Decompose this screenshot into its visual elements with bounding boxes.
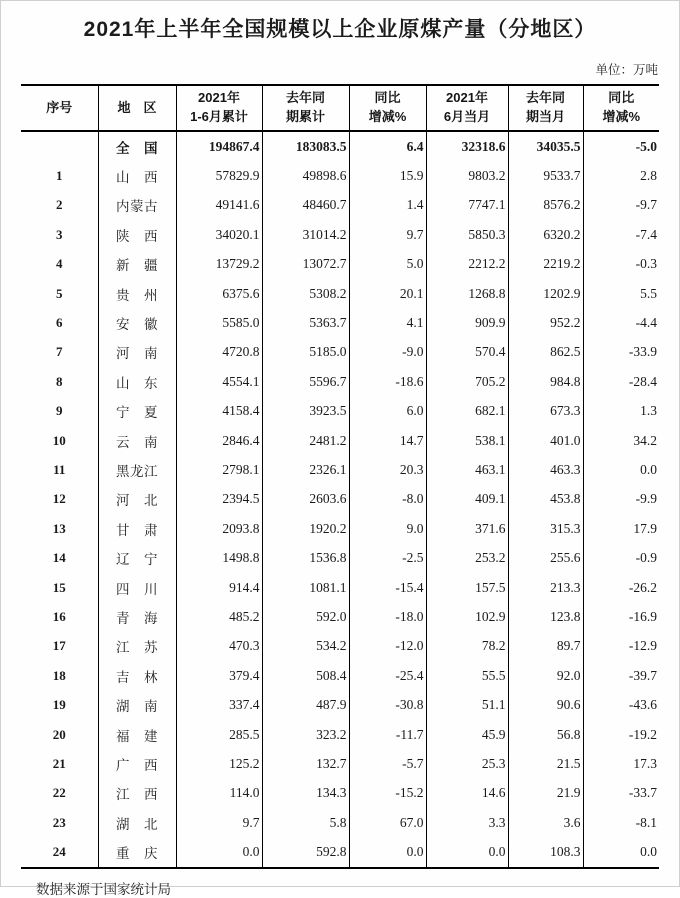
cell-value-cum2021: 125.2 xyxy=(176,749,262,778)
cell-value-yoyCum: -15.4 xyxy=(349,573,426,602)
cell-value-junPrev: 21.9 xyxy=(508,779,583,808)
cell-value-yoyJun: 17.3 xyxy=(583,749,659,778)
cell-serial-number: 4 xyxy=(56,256,63,272)
column-header-line: 6月当月 xyxy=(443,109,491,124)
column-header-yoyCum xyxy=(349,85,426,131)
cell-value-cumPrev: 48460.7 xyxy=(262,191,349,220)
cell-value-yoyJun: -9.7 xyxy=(583,191,659,220)
cell-value-cum2021: 0.0 xyxy=(176,837,262,867)
cell-value-cumPrev: 592.8 xyxy=(262,837,349,867)
table-row xyxy=(21,397,659,426)
cell-region-name: 青 海 xyxy=(98,602,176,631)
cell-serial-number: 13 xyxy=(52,520,66,536)
cell-region-name: 陕 西 xyxy=(98,220,176,249)
cell-value-junPrev: 3.6 xyxy=(508,808,583,837)
cell-value-cum2021: 57829.9 xyxy=(176,161,262,190)
cell-value-cumPrev: 534.2 xyxy=(262,632,349,661)
table-row xyxy=(21,837,659,867)
cell-value-cumPrev: 2603.6 xyxy=(262,485,349,514)
cell-serial-number: 12 xyxy=(52,491,66,507)
cell-value-yoyCum: -8.0 xyxy=(349,485,426,514)
cell-region-name: 辽 宁 xyxy=(98,543,176,572)
cell-value-cumPrev: 592.0 xyxy=(262,602,349,631)
table-row xyxy=(21,661,659,690)
table-header-row xyxy=(21,85,659,131)
cell-serial-number: 16 xyxy=(52,608,66,624)
cell-value-yoyJun: -9.9 xyxy=(583,485,659,514)
cell-value-junPrev: 2219.2 xyxy=(508,250,583,279)
cell-value-yoyCum: -30.8 xyxy=(349,690,426,719)
cell-value-jun2021: 1268.8 xyxy=(426,279,508,308)
cell-value-yoyCum: 67.0 xyxy=(349,808,426,837)
cell-region-name: 宁 夏 xyxy=(98,397,176,426)
cell-value-jun2021: 5850.3 xyxy=(426,220,508,249)
cell-region-name: 新 疆 xyxy=(98,250,176,279)
cell-value-jun2021: 253.2 xyxy=(426,543,508,572)
cell-value-cumPrev: 1081.1 xyxy=(262,573,349,602)
cell-value-yoyCum: 6.0 xyxy=(349,397,426,426)
cell-serial-number: 21 xyxy=(52,755,66,771)
cell-value-junPrev: 862.5 xyxy=(508,338,583,367)
cell-value-cumPrev: 183083.5 xyxy=(262,131,349,161)
cell-value-jun2021: 102.9 xyxy=(426,602,508,631)
table-row xyxy=(21,749,659,778)
cell-serial-number: 23 xyxy=(52,814,66,830)
cell-value-cumPrev: 134.3 xyxy=(262,779,349,808)
table-row xyxy=(21,573,659,602)
source-note: 数据来源于国家统计局 xyxy=(36,881,171,897)
cell-value-junPrev: 673.3 xyxy=(508,397,583,426)
cell-region-name: 吉 林 xyxy=(98,661,176,690)
column-header-line: 增减% xyxy=(602,109,641,124)
cell-value-cum2021: 9.7 xyxy=(176,808,262,837)
cell-value-jun2021: 371.6 xyxy=(426,514,508,543)
cell-value-cumPrev: 323.2 xyxy=(262,720,349,749)
cell-region-name: 全 国 xyxy=(98,131,176,161)
table-row xyxy=(21,720,659,749)
cell-value-junPrev: 92.0 xyxy=(508,661,583,690)
cell-value-yoyCum: 15.9 xyxy=(349,161,426,190)
column-header-jun2021 xyxy=(426,85,508,131)
cell-value-cum2021: 914.4 xyxy=(176,573,262,602)
table-row xyxy=(21,338,659,367)
cell-value-cumPrev: 31014.2 xyxy=(262,220,349,249)
unit-note: 单位：万吨 xyxy=(595,63,658,77)
table-row xyxy=(21,779,659,808)
table-row xyxy=(21,367,659,396)
cell-value-yoyCum: 0.0 xyxy=(349,837,426,867)
cell-region-name: 河 北 xyxy=(98,485,176,514)
cell-value-yoyCum: -2.5 xyxy=(349,543,426,572)
cell-value-cum2021: 1498.8 xyxy=(176,543,262,572)
column-header-line: 期当月 xyxy=(525,109,565,124)
cell-value-yoyJun: 5.5 xyxy=(583,279,659,308)
cell-value-yoyCum: -11.7 xyxy=(349,720,426,749)
cell-value-junPrev: 213.3 xyxy=(508,573,583,602)
cell-value-jun2021: 78.2 xyxy=(426,632,508,661)
cell-value-junPrev: 401.0 xyxy=(508,426,583,455)
cell-value-yoyCum: 6.4 xyxy=(349,131,426,161)
table-row xyxy=(21,279,659,308)
cell-value-junPrev: 984.8 xyxy=(508,367,583,396)
cell-value-cumPrev: 49898.6 xyxy=(262,161,349,190)
cell-value-yoyCum: -18.0 xyxy=(349,602,426,631)
column-header-cum2021 xyxy=(176,85,262,131)
cell-value-jun2021: 409.1 xyxy=(426,485,508,514)
cell-value-junPrev: 463.3 xyxy=(508,455,583,484)
cell-value-yoyJun: 34.2 xyxy=(583,426,659,455)
cell-value-yoyCum: -18.6 xyxy=(349,367,426,396)
cell-serial-number: 17 xyxy=(52,638,66,654)
cell-value-yoyJun: -28.4 xyxy=(583,367,659,396)
cell-serial-number: 20 xyxy=(52,726,66,742)
cell-value-yoyJun: -43.6 xyxy=(583,690,659,719)
cell-value-yoyJun: -4.4 xyxy=(583,308,659,337)
table-row xyxy=(21,131,659,161)
cell-value-cumPrev: 5.8 xyxy=(262,808,349,837)
cell-value-junPrev: 21.5 xyxy=(508,749,583,778)
cell-value-jun2021: 45.9 xyxy=(426,720,508,749)
cell-region-name: 湖 北 xyxy=(98,808,176,837)
column-header-no xyxy=(21,85,98,131)
column-header-region xyxy=(98,85,176,131)
cell-value-jun2021: 157.5 xyxy=(426,573,508,602)
cell-value-junPrev: 56.8 xyxy=(508,720,583,749)
column-header-line: 2021年 xyxy=(198,90,240,106)
cell-value-yoyCum: 5.0 xyxy=(349,250,426,279)
cell-region-name: 江 苏 xyxy=(98,632,176,661)
cell-value-yoyJun: -5.0 xyxy=(583,131,659,161)
column-header-cumPrev xyxy=(262,85,349,131)
cell-value-yoyJun: 0.0 xyxy=(583,455,659,484)
table-row xyxy=(21,808,659,837)
table-row xyxy=(21,426,659,455)
cell-value-cumPrev: 5596.7 xyxy=(262,367,349,396)
cell-value-junPrev: 108.3 xyxy=(508,837,583,867)
cell-value-cum2021: 285.5 xyxy=(176,720,262,749)
cell-value-yoyJun: -16.9 xyxy=(583,602,659,631)
cell-value-cum2021: 6375.6 xyxy=(176,279,262,308)
cell-value-yoyCum: 20.1 xyxy=(349,279,426,308)
cell-serial-number: 10 xyxy=(52,432,66,448)
cell-value-yoyJun: 0.0 xyxy=(583,837,659,867)
cell-region-name: 河 南 xyxy=(98,338,176,367)
cell-value-cum2021: 2846.4 xyxy=(176,426,262,455)
cell-value-cum2021: 13729.2 xyxy=(176,250,262,279)
cell-value-cum2021: 2093.8 xyxy=(176,514,262,543)
cell-value-cum2021: 4554.1 xyxy=(176,367,262,396)
column-header-line: 去年同 xyxy=(525,90,565,106)
cell-serial-number: 7 xyxy=(56,344,63,360)
cell-region-name: 云 南 xyxy=(98,426,176,455)
cell-region-name: 湖 南 xyxy=(98,690,176,719)
cell-region-name: 内蒙古 xyxy=(98,191,176,220)
cell-value-yoyJun: -26.2 xyxy=(583,573,659,602)
cell-region-name: 安 徽 xyxy=(98,308,176,337)
cell-value-cumPrev: 5185.0 xyxy=(262,338,349,367)
page-title: 2021年上半年全国规模以上企业原煤产量（分地区） xyxy=(83,18,597,41)
column-header-line: 期累计 xyxy=(285,109,325,124)
cell-value-yoyJun: 1.3 xyxy=(583,397,659,426)
cell-value-yoyJun: -8.1 xyxy=(583,808,659,837)
table-row xyxy=(21,690,659,719)
cell-value-cum2021: 2394.5 xyxy=(176,485,262,514)
cell-value-jun2021: 2212.2 xyxy=(426,250,508,279)
cell-value-junPrev: 255.6 xyxy=(508,543,583,572)
cell-region-name: 黑龙江 xyxy=(98,455,176,484)
table-row xyxy=(21,455,659,484)
cell-value-jun2021: 909.9 xyxy=(426,308,508,337)
table-body xyxy=(21,131,659,868)
cell-serial-number xyxy=(21,131,98,161)
cell-value-yoyJun: -0.9 xyxy=(583,543,659,572)
cell-value-yoyJun: -33.7 xyxy=(583,779,659,808)
cell-value-junPrev: 315.3 xyxy=(508,514,583,543)
cell-region-name: 贵 州 xyxy=(98,279,176,308)
cell-serial-number: 6 xyxy=(56,315,63,331)
cell-serial-number: 9 xyxy=(56,403,63,419)
cell-region-name: 重 庆 xyxy=(98,837,176,867)
cell-value-jun2021: 51.1 xyxy=(426,690,508,719)
cell-value-yoyJun: -0.3 xyxy=(583,250,659,279)
cell-value-yoyCum: -12.0 xyxy=(349,632,426,661)
cell-value-cumPrev: 508.4 xyxy=(262,661,349,690)
table-header xyxy=(21,85,659,131)
cell-value-cumPrev: 487.9 xyxy=(262,690,349,719)
cell-value-jun2021: 25.3 xyxy=(426,749,508,778)
cell-region-name: 山 东 xyxy=(98,367,176,396)
cell-value-jun2021: 32318.6 xyxy=(426,131,508,161)
column-header-line: 2021年 xyxy=(446,90,488,106)
cell-serial-number: 11 xyxy=(53,461,66,477)
cell-value-junPrev: 90.6 xyxy=(508,690,583,719)
cell-value-yoyCum: 20.3 xyxy=(349,455,426,484)
cell-value-cumPrev: 5308.2 xyxy=(262,279,349,308)
column-header-line: 地 区 xyxy=(117,99,157,115)
cell-region-name: 福 建 xyxy=(98,720,176,749)
cell-value-yoyJun: -12.9 xyxy=(583,632,659,661)
cell-value-yoyJun: -19.2 xyxy=(583,720,659,749)
cell-value-jun2021: 55.5 xyxy=(426,661,508,690)
cell-value-junPrev: 8576.2 xyxy=(508,191,583,220)
cell-value-jun2021: 682.1 xyxy=(426,397,508,426)
cell-value-cumPrev: 1536.8 xyxy=(262,543,349,572)
cell-value-yoyCum: 9.7 xyxy=(349,220,426,249)
cell-value-yoyCum: 1.4 xyxy=(349,191,426,220)
coal-production-table xyxy=(21,84,659,869)
cell-value-junPrev: 89.7 xyxy=(508,632,583,661)
cell-serial-number: 1 xyxy=(56,168,63,184)
table-row xyxy=(21,514,659,543)
cell-value-junPrev: 1202.9 xyxy=(508,279,583,308)
cell-value-yoyCum: -9.0 xyxy=(349,338,426,367)
table-row xyxy=(21,220,659,249)
cell-serial-number: 19 xyxy=(52,697,66,713)
table-row xyxy=(21,161,659,190)
table-row xyxy=(21,543,659,572)
cell-serial-number: 8 xyxy=(56,373,63,389)
cell-value-jun2021: 705.2 xyxy=(426,367,508,396)
cell-value-junPrev: 952.2 xyxy=(508,308,583,337)
cell-value-cum2021: 194867.4 xyxy=(176,131,262,161)
cell-value-junPrev: 6320.2 xyxy=(508,220,583,249)
cell-value-jun2021: 3.3 xyxy=(426,808,508,837)
cell-serial-number: 5 xyxy=(56,285,63,301)
cell-value-cum2021: 114.0 xyxy=(176,779,262,808)
cell-value-jun2021: 570.4 xyxy=(426,338,508,367)
cell-value-cumPrev: 2481.2 xyxy=(262,426,349,455)
cell-value-yoyCum: -15.2 xyxy=(349,779,426,808)
table-row xyxy=(21,485,659,514)
cell-value-jun2021: 538.1 xyxy=(426,426,508,455)
cell-value-cum2021: 2798.1 xyxy=(176,455,262,484)
cell-value-cumPrev: 3923.5 xyxy=(262,397,349,426)
cell-value-yoyJun: 17.9 xyxy=(583,514,659,543)
column-header-line: 增减% xyxy=(368,109,407,124)
column-header-yoyJun xyxy=(583,85,659,131)
table-row xyxy=(21,632,659,661)
column-header-line: 同比 xyxy=(608,90,635,106)
cell-value-jun2021: 0.0 xyxy=(426,837,508,867)
cell-value-cumPrev: 132.7 xyxy=(262,749,349,778)
cell-region-name: 广 西 xyxy=(98,749,176,778)
cell-value-junPrev: 9533.7 xyxy=(508,161,583,190)
cell-value-cumPrev: 5363.7 xyxy=(262,308,349,337)
cell-value-junPrev: 123.8 xyxy=(508,602,583,631)
cell-value-yoyCum: 4.1 xyxy=(349,308,426,337)
cell-serial-number: 18 xyxy=(52,667,66,683)
cell-serial-number: 14 xyxy=(52,550,66,566)
table-row xyxy=(21,308,659,337)
cell-value-jun2021: 14.6 xyxy=(426,779,508,808)
cell-value-cum2021: 5585.0 xyxy=(176,308,262,337)
cell-value-cum2021: 379.4 xyxy=(176,661,262,690)
cell-value-cumPrev: 2326.1 xyxy=(262,455,349,484)
cell-value-yoyCum: -25.4 xyxy=(349,661,426,690)
cell-value-junPrev: 453.8 xyxy=(508,485,583,514)
column-header-line: 同比 xyxy=(374,90,401,106)
cell-serial-number: 22 xyxy=(52,785,66,801)
cell-value-yoyJun: -7.4 xyxy=(583,220,659,249)
cell-region-name: 山 西 xyxy=(98,161,176,190)
table-row xyxy=(21,191,659,220)
cell-value-cum2021: 485.2 xyxy=(176,602,262,631)
cell-value-yoyCum: 14.7 xyxy=(349,426,426,455)
cell-serial-number: 3 xyxy=(56,226,63,242)
cell-region-name: 四 川 xyxy=(98,573,176,602)
cell-value-cum2021: 337.4 xyxy=(176,690,262,719)
cell-serial-number: 2 xyxy=(56,197,63,213)
cell-value-yoyJun: -33.9 xyxy=(583,338,659,367)
cell-value-cum2021: 4720.8 xyxy=(176,338,262,367)
cell-region-name: 江 西 xyxy=(98,779,176,808)
cell-serial-number: 15 xyxy=(52,579,66,595)
cell-value-cum2021: 4158.4 xyxy=(176,397,262,426)
column-header-junPrev xyxy=(508,85,583,131)
cell-value-jun2021: 463.1 xyxy=(426,455,508,484)
cell-value-cum2021: 470.3 xyxy=(176,632,262,661)
cell-region-name: 甘 肃 xyxy=(98,514,176,543)
column-header-line: 去年同 xyxy=(285,90,325,106)
table-row xyxy=(21,602,659,631)
cell-value-cumPrev: 13072.7 xyxy=(262,250,349,279)
column-header-line: 1-6月累计 xyxy=(190,109,248,124)
cell-value-cumPrev: 1920.2 xyxy=(262,514,349,543)
cell-value-cum2021: 49141.6 xyxy=(176,191,262,220)
cell-value-jun2021: 7747.1 xyxy=(426,191,508,220)
cell-value-yoyCum: 9.0 xyxy=(349,514,426,543)
cell-value-yoyCum: -5.7 xyxy=(349,749,426,778)
column-header-line: 序号 xyxy=(46,99,73,115)
cell-value-junPrev: 34035.5 xyxy=(508,131,583,161)
cell-value-yoyJun: -39.7 xyxy=(583,661,659,690)
cell-serial-number: 24 xyxy=(52,844,66,860)
cell-value-jun2021: 9803.2 xyxy=(426,161,508,190)
table-row xyxy=(21,250,659,279)
cell-value-yoyJun: 2.8 xyxy=(583,161,659,190)
cell-value-cum2021: 34020.1 xyxy=(176,220,262,249)
